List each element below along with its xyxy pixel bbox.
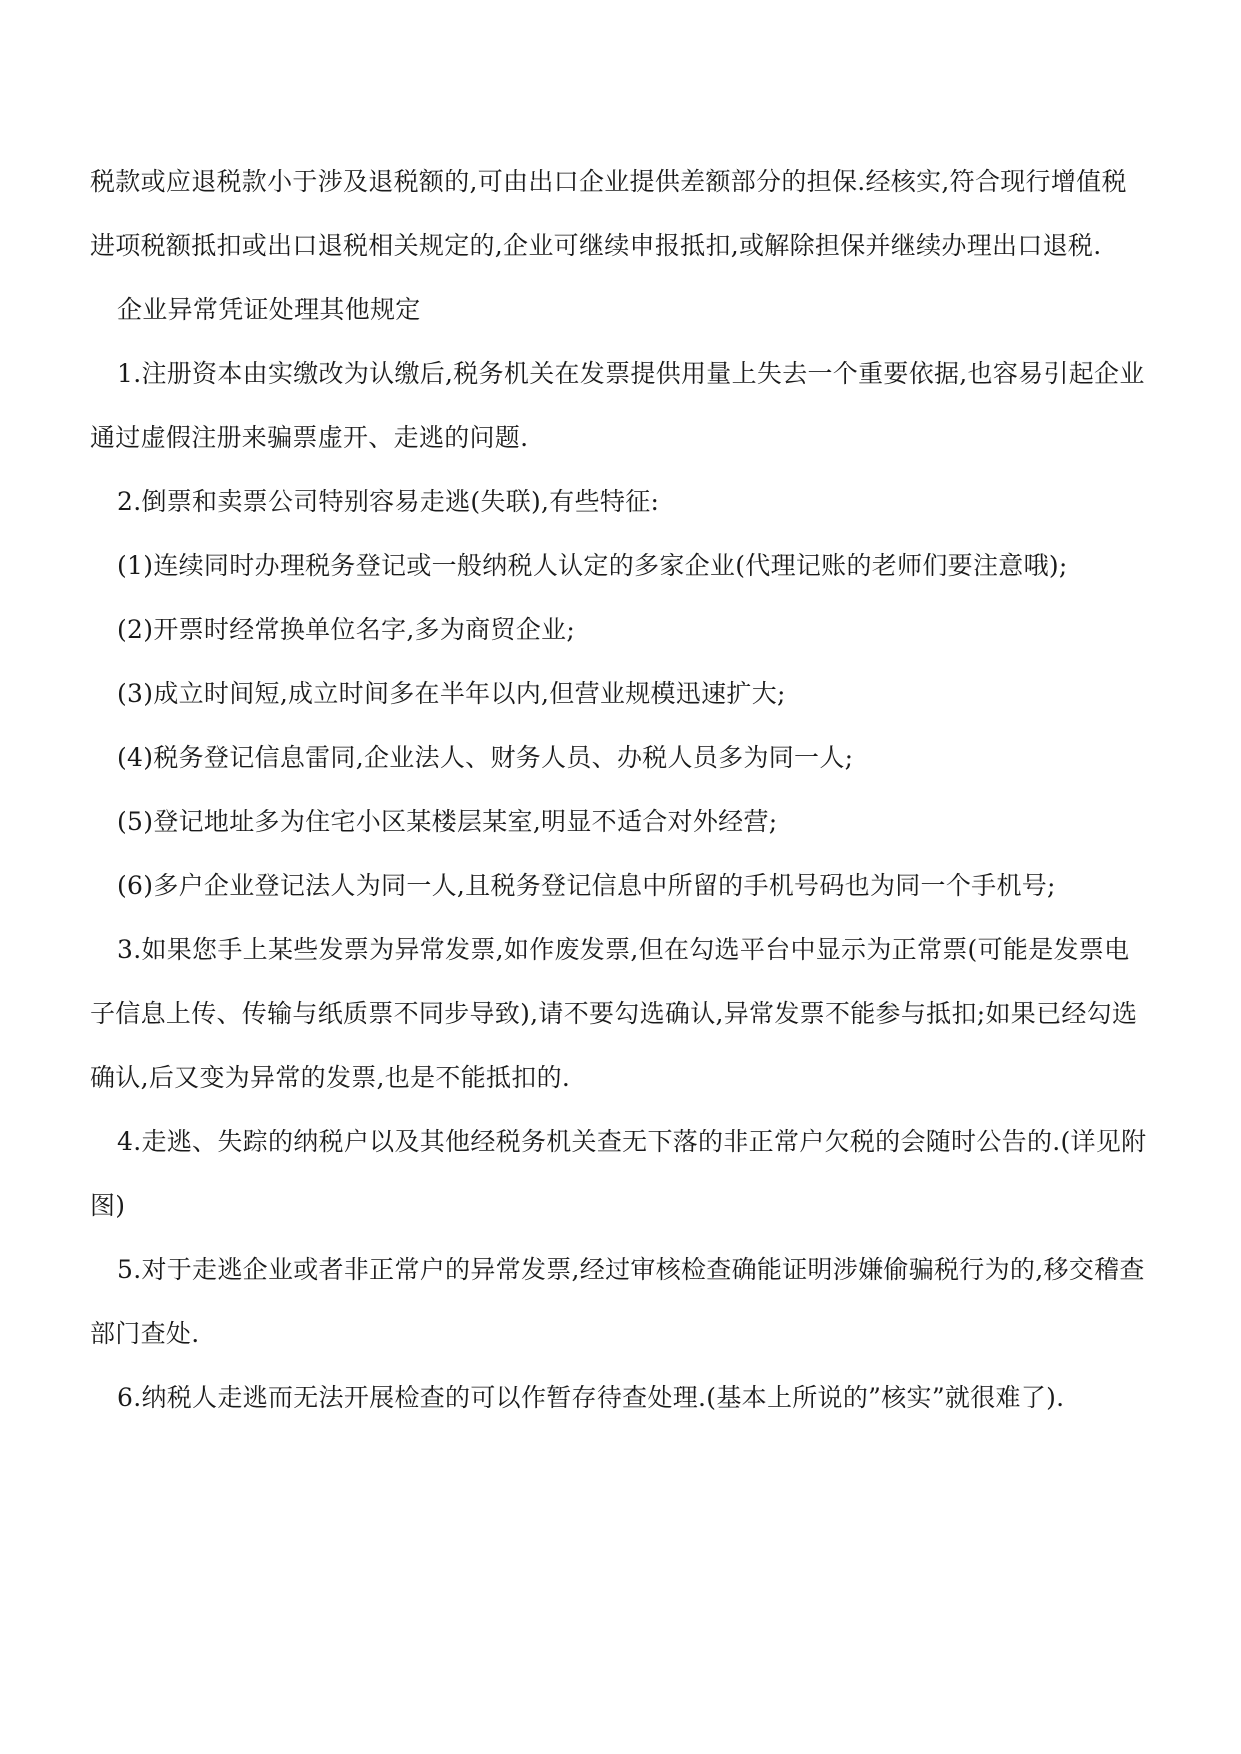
list-item-1: 1.注册资本由实缴改为认缴后,税务机关在发票提供用量上失去一个重要依据,也容易引起企业通过虚假注册来骗票虚开、走逃的问题. [90, 359, 1145, 452]
list-item-2: 2.倒票和卖票公司特别容易走逃(失联),有些特征: [117, 487, 660, 516]
list-item-5: 5.对于走逃企业或者非正常户的异常发票,经过审核检查确能证明涉嫌偷骗税行为的,移交稽查部门查处. [90, 1255, 1145, 1348]
list-item-3: 3.如果您手上某些发票为异常发票,如作废发票,但在勾选平台中显示为正常票(可能是发票电子信息上传、传输与纸质票不同步导致),请不要勾选确认,异常发票不能参与抵扣;如果已经勾选确认,后又变为异常的发票,也是不能抵扣的. [90, 935, 1138, 1092]
section-heading-other-rules: 企业异常凭证处理其他规定 [117, 295, 421, 324]
sub-item-2: (2)开票时经常换单位名字,多为商贸企业; [117, 615, 576, 644]
list-item-4: 4.走逃、失踪的纳税户以及其他经税务机关查无下落的非正常户欠税的会随时公告的.(详见附图) [90, 1127, 1147, 1220]
document-body [90, 150, 1152, 1430]
sub-item-1: (1)连续同时办理税务登记或一般纳税人认定的多家企业(代理记账的老师们要注意哦); [117, 551, 1068, 580]
sub-item-4: (4)税务登记信息雷同,企业法人、财务人员、办税人员多为同一人; [117, 743, 854, 772]
sub-item-5: (5)登记地址多为住宅小区某楼层某室,明显不适合对外经营; [117, 807, 778, 836]
sub-item-3: (3)成立时间短,成立时间多在半年以内,但营业规模迅速扩大; [117, 679, 786, 708]
sub-item-6: (6)多户企业登记法人为同一人,且税务登记信息中所留的手机号码也为同一个手机号; [117, 871, 1056, 900]
list-item-6: 6.纳税人走逃而无法开展检查的可以作暂存待查处理.(基本上所说的”核实”就很难了). [117, 1383, 1065, 1412]
paragraph-continued-export-refund: 税款或应退税款小于涉及退税额的,可由出口企业提供差额部分的担保.经核实,符合现行增值税进项税额抵扣或出口退税相关规定的,企业可继续申报抵扣,或解除担保并继续办理出口退税. [90, 167, 1127, 260]
